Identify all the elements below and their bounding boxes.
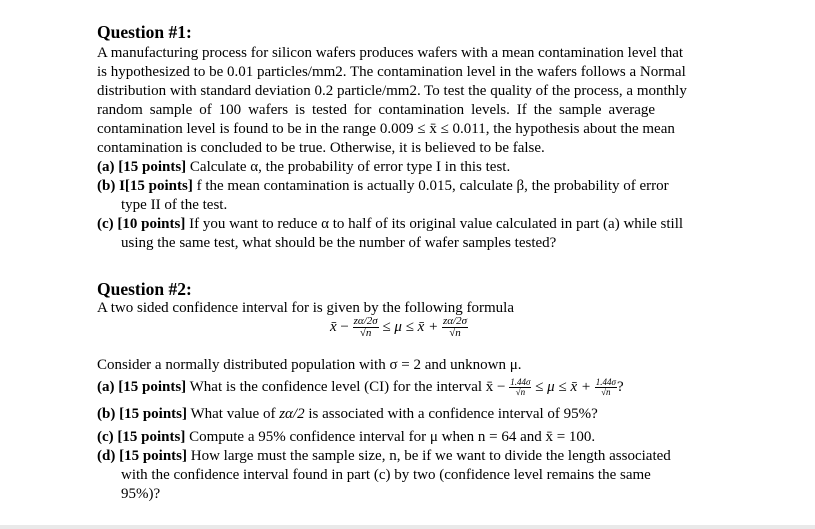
q2-part-a-right-num: 1.44σ	[595, 377, 616, 388]
formula-left-numerator: zα/2σ	[353, 315, 378, 327]
q1-part-b-label: (b) I[15 points]	[97, 178, 193, 194]
q2-part-a-end: ?	[616, 379, 624, 395]
formula-middle: ≤ μ ≤ x̄ +	[382, 318, 439, 335]
q2-part-d-continuation-2: 95%)?	[121, 486, 161, 502]
q2-part-b-label: (b) [15 points]	[97, 406, 188, 422]
q2-part-a-left-den: √n	[515, 387, 526, 398]
q2-part-b	[97, 405, 598, 424]
q2-part-a-left-num: 1.44σ	[510, 377, 531, 388]
q1-part-b	[97, 177, 669, 196]
question-1-title: Question #1:	[97, 22, 192, 42]
q2-part-a-text: What is the confidence level (CI) for the interval x̄ −	[186, 379, 506, 395]
formula-right-denominator: √n	[449, 327, 461, 339]
q1-part-a-label: (a) [15 points]	[97, 159, 187, 175]
q1-part-b-text: f the mean contamination is actually 0.015, calculate β, the probability of error	[192, 178, 669, 194]
q1-intro-line-6: contamination is concluded to be true. Otherwise, it is believed to be false.	[97, 140, 545, 156]
q2-part-a-middle: ≤ μ ≤ x̄ +	[535, 379, 591, 395]
q2-part-a	[97, 378, 624, 397]
q2-part-c	[97, 428, 595, 447]
q2-part-d-label: (d) [15 points]	[97, 448, 188, 464]
q2-part-c-text: Compute a 95% confidence interval for μ when n = 64 and x̄ = 100.	[185, 429, 596, 445]
bottom-border	[0, 525, 815, 529]
question-2-title: Question #2:	[97, 279, 192, 299]
formula-left-denominator: √n	[359, 327, 372, 339]
formula-right-fraction	[442, 316, 468, 339]
q2-part-b-text-1: What value of	[187, 406, 280, 422]
q2-part-d-continuation-1: with the confidence interval found in part (c) by two (confidence level remains the same	[121, 467, 651, 483]
q2-part-c-label: (c) [15 points]	[97, 429, 186, 445]
q1-intro-line-1: A manufacturing process for silicon wafers produces wafers with a mean contamination level that	[97, 45, 684, 61]
q2-part-d-text: How large must the sample size, n, be if we want to divide the length associated	[187, 448, 671, 464]
q2-part-b-text-2: is associated with a confidence interval of 95%?	[304, 406, 598, 422]
q1-part-a	[97, 158, 510, 177]
q1-intro-line-4: random sample of 100 wafers is tested for contamination levels. If the sample average	[97, 102, 656, 118]
q1-part-c	[97, 215, 683, 234]
q2-part-a-left-fraction	[509, 378, 531, 397]
q2-part-b-z: zα/2	[279, 406, 305, 422]
formula-left-fraction	[353, 316, 379, 339]
q1-part-c-continuation: using the same test, what should be the number of wafer samples tested?	[121, 235, 557, 251]
q1-part-b-continuation: type II of the test.	[121, 197, 228, 213]
q1-part-c-label: (c) [10 points]	[97, 216, 186, 232]
formula-xbar: x̄	[330, 318, 337, 335]
q2-part-a-right-fraction	[595, 378, 617, 397]
q1-part-c-text: If you want to reduce α to half of its original value calculated in part (a) while still	[185, 216, 684, 232]
q2-part-a-label: (a) [15 points]	[97, 379, 187, 395]
q2-consider: Consider a normally distributed population with σ = 2 and unknown μ.	[97, 357, 522, 373]
q1-intro-line-2: is hypothesized to be 0.01 particles/mm2. The contamination level in the wafers follows a Normal	[97, 64, 686, 80]
formula-right-numerator: zα/2σ	[442, 315, 468, 327]
q1-part-a-text: Calculate α, the probability of error type I in this test.	[186, 159, 511, 175]
q2-intro: A two sided confidence interval for is given by the following formula	[97, 300, 514, 316]
confidence-interval-formula	[330, 316, 468, 339]
q1-intro-line-5: contamination level is found to be in the range 0.009 ≤ x̄ ≤ 0.011, the hypothesis about the mean	[97, 121, 675, 137]
q1-intro-line-3: distribution with standard deviation 0.2 particle/mm2. To test the quality of the process, a monthly	[97, 83, 687, 99]
q2-part-a-right-den: √n	[601, 387, 611, 398]
q2-part-d	[97, 447, 671, 466]
formula-minus: −	[340, 318, 349, 335]
